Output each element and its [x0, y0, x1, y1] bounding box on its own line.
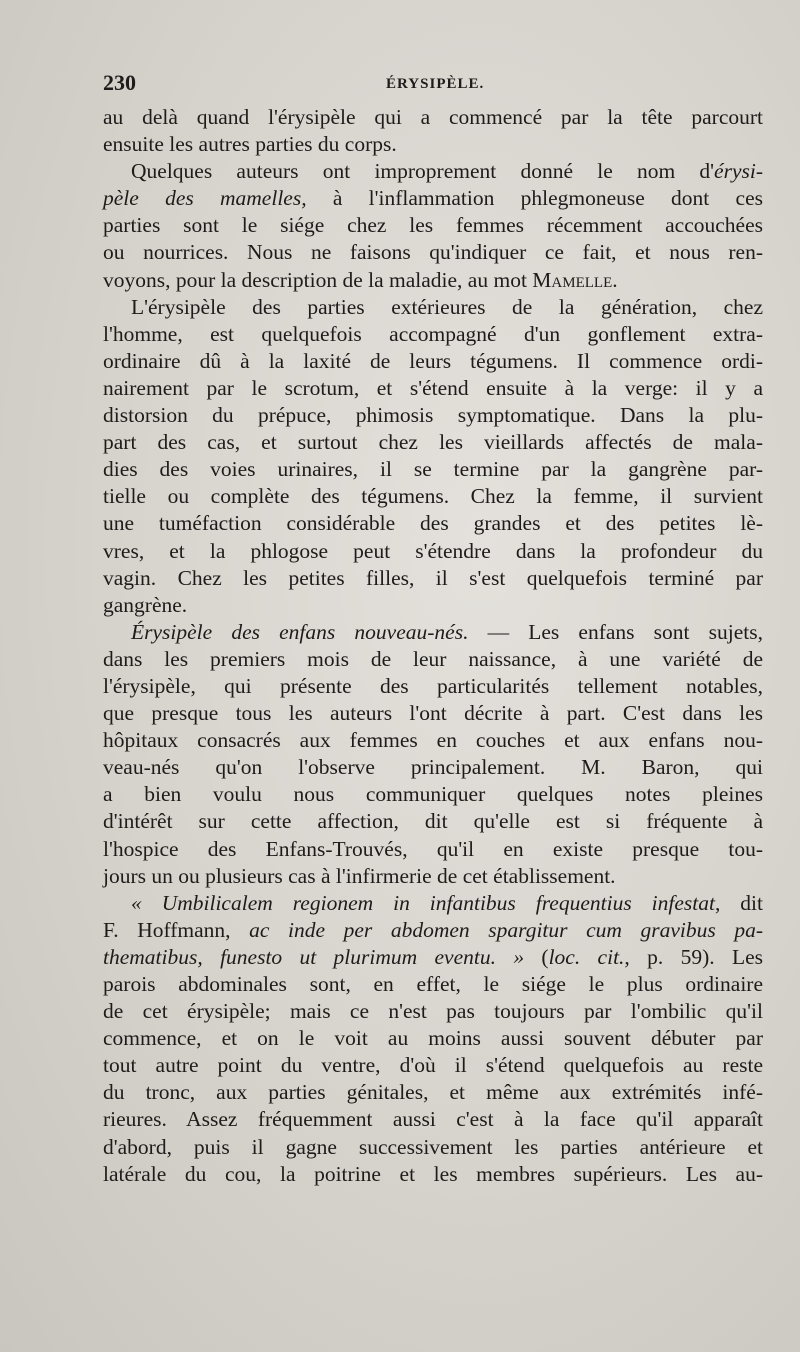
text-segment: ordinaire dû à la laxité de leurs tégumens. Il commence ordi- — [103, 348, 763, 373]
text-segment: l'érysipèle, qui présente des particularités tellement notables, — [103, 673, 763, 698]
text-line — [103, 510, 763, 537]
text-line — [103, 429, 763, 456]
text-line — [103, 836, 763, 863]
text-segment: pèle des mamelles, — [103, 186, 307, 211]
text-segment: gangrène. — [103, 592, 188, 617]
text-segment: — Les enfans sont sujets, — [468, 619, 764, 644]
text-segment: de cet érysipèle; mais ce n'est pas toujours par l'ombilic qu'il — [103, 999, 763, 1024]
text-segment: distorsion du prépuce, phimosis symptomatique. Dans la plu- — [103, 403, 763, 428]
text-segment: rieures. Assez fréquemment aussi c'est à la face qu'il apparaît — [103, 1107, 763, 1132]
text-segment: voyons, pour la description de la maladie, au mot — [103, 267, 533, 292]
text-line — [103, 402, 763, 429]
text-segment: tielle ou complète des tégumens. Chez la femme, il survient — [103, 484, 763, 509]
text-segment: ( — [524, 944, 549, 969]
text-segment: part des cas, et surtout chez les vieillards affectés de mala- — [103, 430, 763, 455]
text-segment: au delà quand l'érysipèle qui a commencé par la tête parcourt — [103, 105, 763, 129]
text-segment: loc. cit. — [548, 944, 625, 969]
text-line — [103, 754, 763, 781]
text-segment: que presque tous les auteurs l'ont décrite à part. C'est dans les — [103, 701, 763, 726]
text-line — [103, 592, 763, 619]
text-line — [103, 1025, 763, 1052]
text-line — [103, 863, 763, 890]
text-segment: Érysipèle des enfans nouveau-nés. — [131, 619, 469, 644]
running-title: ÉRYSIPÈLE. — [386, 76, 485, 92]
text-line — [103, 131, 763, 158]
text-line — [103, 890, 763, 917]
text-segment: veau-nés qu'on l'observe principalement. M. Baron, qui — [103, 755, 763, 780]
text-segment: Mamelle — [532, 267, 613, 292]
page-header — [103, 70, 763, 100]
text-line — [103, 673, 763, 700]
text-segment: l'homme, est quelquefois accompagné d'un gonflement extra- — [103, 321, 763, 346]
text-segment: L'érysipèle des parties extérieures de la génération, chez — [131, 294, 763, 319]
text-line — [103, 781, 763, 808]
text-line — [103, 294, 763, 321]
text-segment: à l'inflammation phlegmoneuse dont ces — [306, 186, 763, 211]
body-text — [103, 104, 763, 1188]
text-line — [103, 348, 763, 375]
text-segment: érysi- — [714, 159, 763, 184]
text-line — [103, 971, 763, 998]
text-segment: l'hospice des Enfans-Trouvés, qu'il en existe presque tou- — [103, 836, 763, 861]
text-segment: une tuméfaction considérable des grandes et des petites lè- — [103, 511, 763, 536]
text-line — [103, 185, 763, 212]
text-line — [103, 808, 763, 835]
text-line — [103, 321, 763, 348]
text-line — [103, 1134, 763, 1161]
text-segment: vres, et la phlogose peut s'étendre dans la profondeur du — [103, 538, 763, 563]
text-line — [103, 267, 763, 294]
text-segment: jours un ou plusieurs cas à l'infirmerie de cet établissement. — [103, 863, 616, 888]
text-line — [103, 1052, 763, 1079]
text-segment: latérale du cou, la poitrine et les membres supérieurs. Les au- — [103, 1161, 763, 1186]
text-line — [103, 104, 763, 131]
text-segment: d'intérêt sur cette affection, dit qu'elle est si fréquente à — [103, 809, 763, 834]
text-line — [103, 998, 763, 1025]
text-segment: ou nourrices. Nous ne faisons qu'indiquer ce fait, et nous ren- — [103, 240, 763, 265]
text-segment: parois abdominales sont, en effet, le siége le plus ordinaire — [103, 972, 763, 996]
text-segment: . — [612, 267, 618, 292]
text-segment: du tronc, aux parties génitales, et même aux extrémités infé- — [103, 1080, 763, 1105]
text-segment: F. Hoffmann, — [103, 917, 250, 942]
text-line — [103, 565, 763, 592]
text-line — [103, 917, 763, 944]
text-line — [103, 1106, 763, 1133]
text-segment: parties sont le siége chez les femmes récemment accouchées — [103, 213, 763, 238]
text-line — [103, 212, 763, 239]
text-line — [103, 375, 763, 402]
text-segment: dans les premiers mois de leur naissance, à une variété de — [103, 646, 763, 671]
text-line — [103, 1161, 763, 1188]
text-segment: tout autre point du ventre, d'où il s'étend quelquefois au reste — [103, 1053, 763, 1078]
text-segment: nairement par le scrotum, et s'étend ensuite à la verge: il y a — [103, 375, 763, 400]
text-line — [103, 700, 763, 727]
text-segment: ac inde per abdomen spargitur cum gravibus pa- — [249, 917, 763, 942]
text-line — [103, 239, 763, 266]
text-line — [103, 538, 763, 565]
text-segment: a bien voulu nous communiquer quelques notes pleines — [103, 782, 763, 807]
text-segment: ensuite les autres parties du corps. — [103, 132, 397, 157]
text-segment: « Umbilicalem regionem in infantibus frequentius infestat — [131, 890, 715, 915]
text-line — [103, 483, 763, 510]
text-segment: dies des voies urinaires, il se termine par la gangrène par- — [103, 457, 763, 482]
text-line — [103, 727, 763, 754]
text-segment: vagin. Chez les petites filles, il s'est quelquefois terminé par — [103, 565, 763, 590]
text-segment: Quelques auteurs ont improprement donné le nom d' — [131, 159, 715, 184]
text-line — [103, 944, 763, 971]
text-line — [103, 456, 763, 483]
text-segment: , p. 59). Les — [624, 944, 763, 969]
text-line — [103, 1079, 763, 1106]
page-number: 230 — [103, 70, 136, 95]
text-segment: thematibus, funesto ut plurimum eventu. » — [103, 944, 525, 969]
text-line — [103, 646, 763, 673]
text-segment: hôpitaux consacrés aux femmes en couches et aux enfans nou- — [103, 728, 763, 753]
text-line — [103, 158, 763, 185]
text-segment: , dit — [714, 890, 763, 915]
text-segment: d'abord, puis il gagne successivement les parties antérieure et — [103, 1134, 763, 1159]
text-segment: commence, et on le voit au moins aussi souvent débuter par — [103, 1026, 763, 1051]
text-line — [103, 619, 763, 646]
